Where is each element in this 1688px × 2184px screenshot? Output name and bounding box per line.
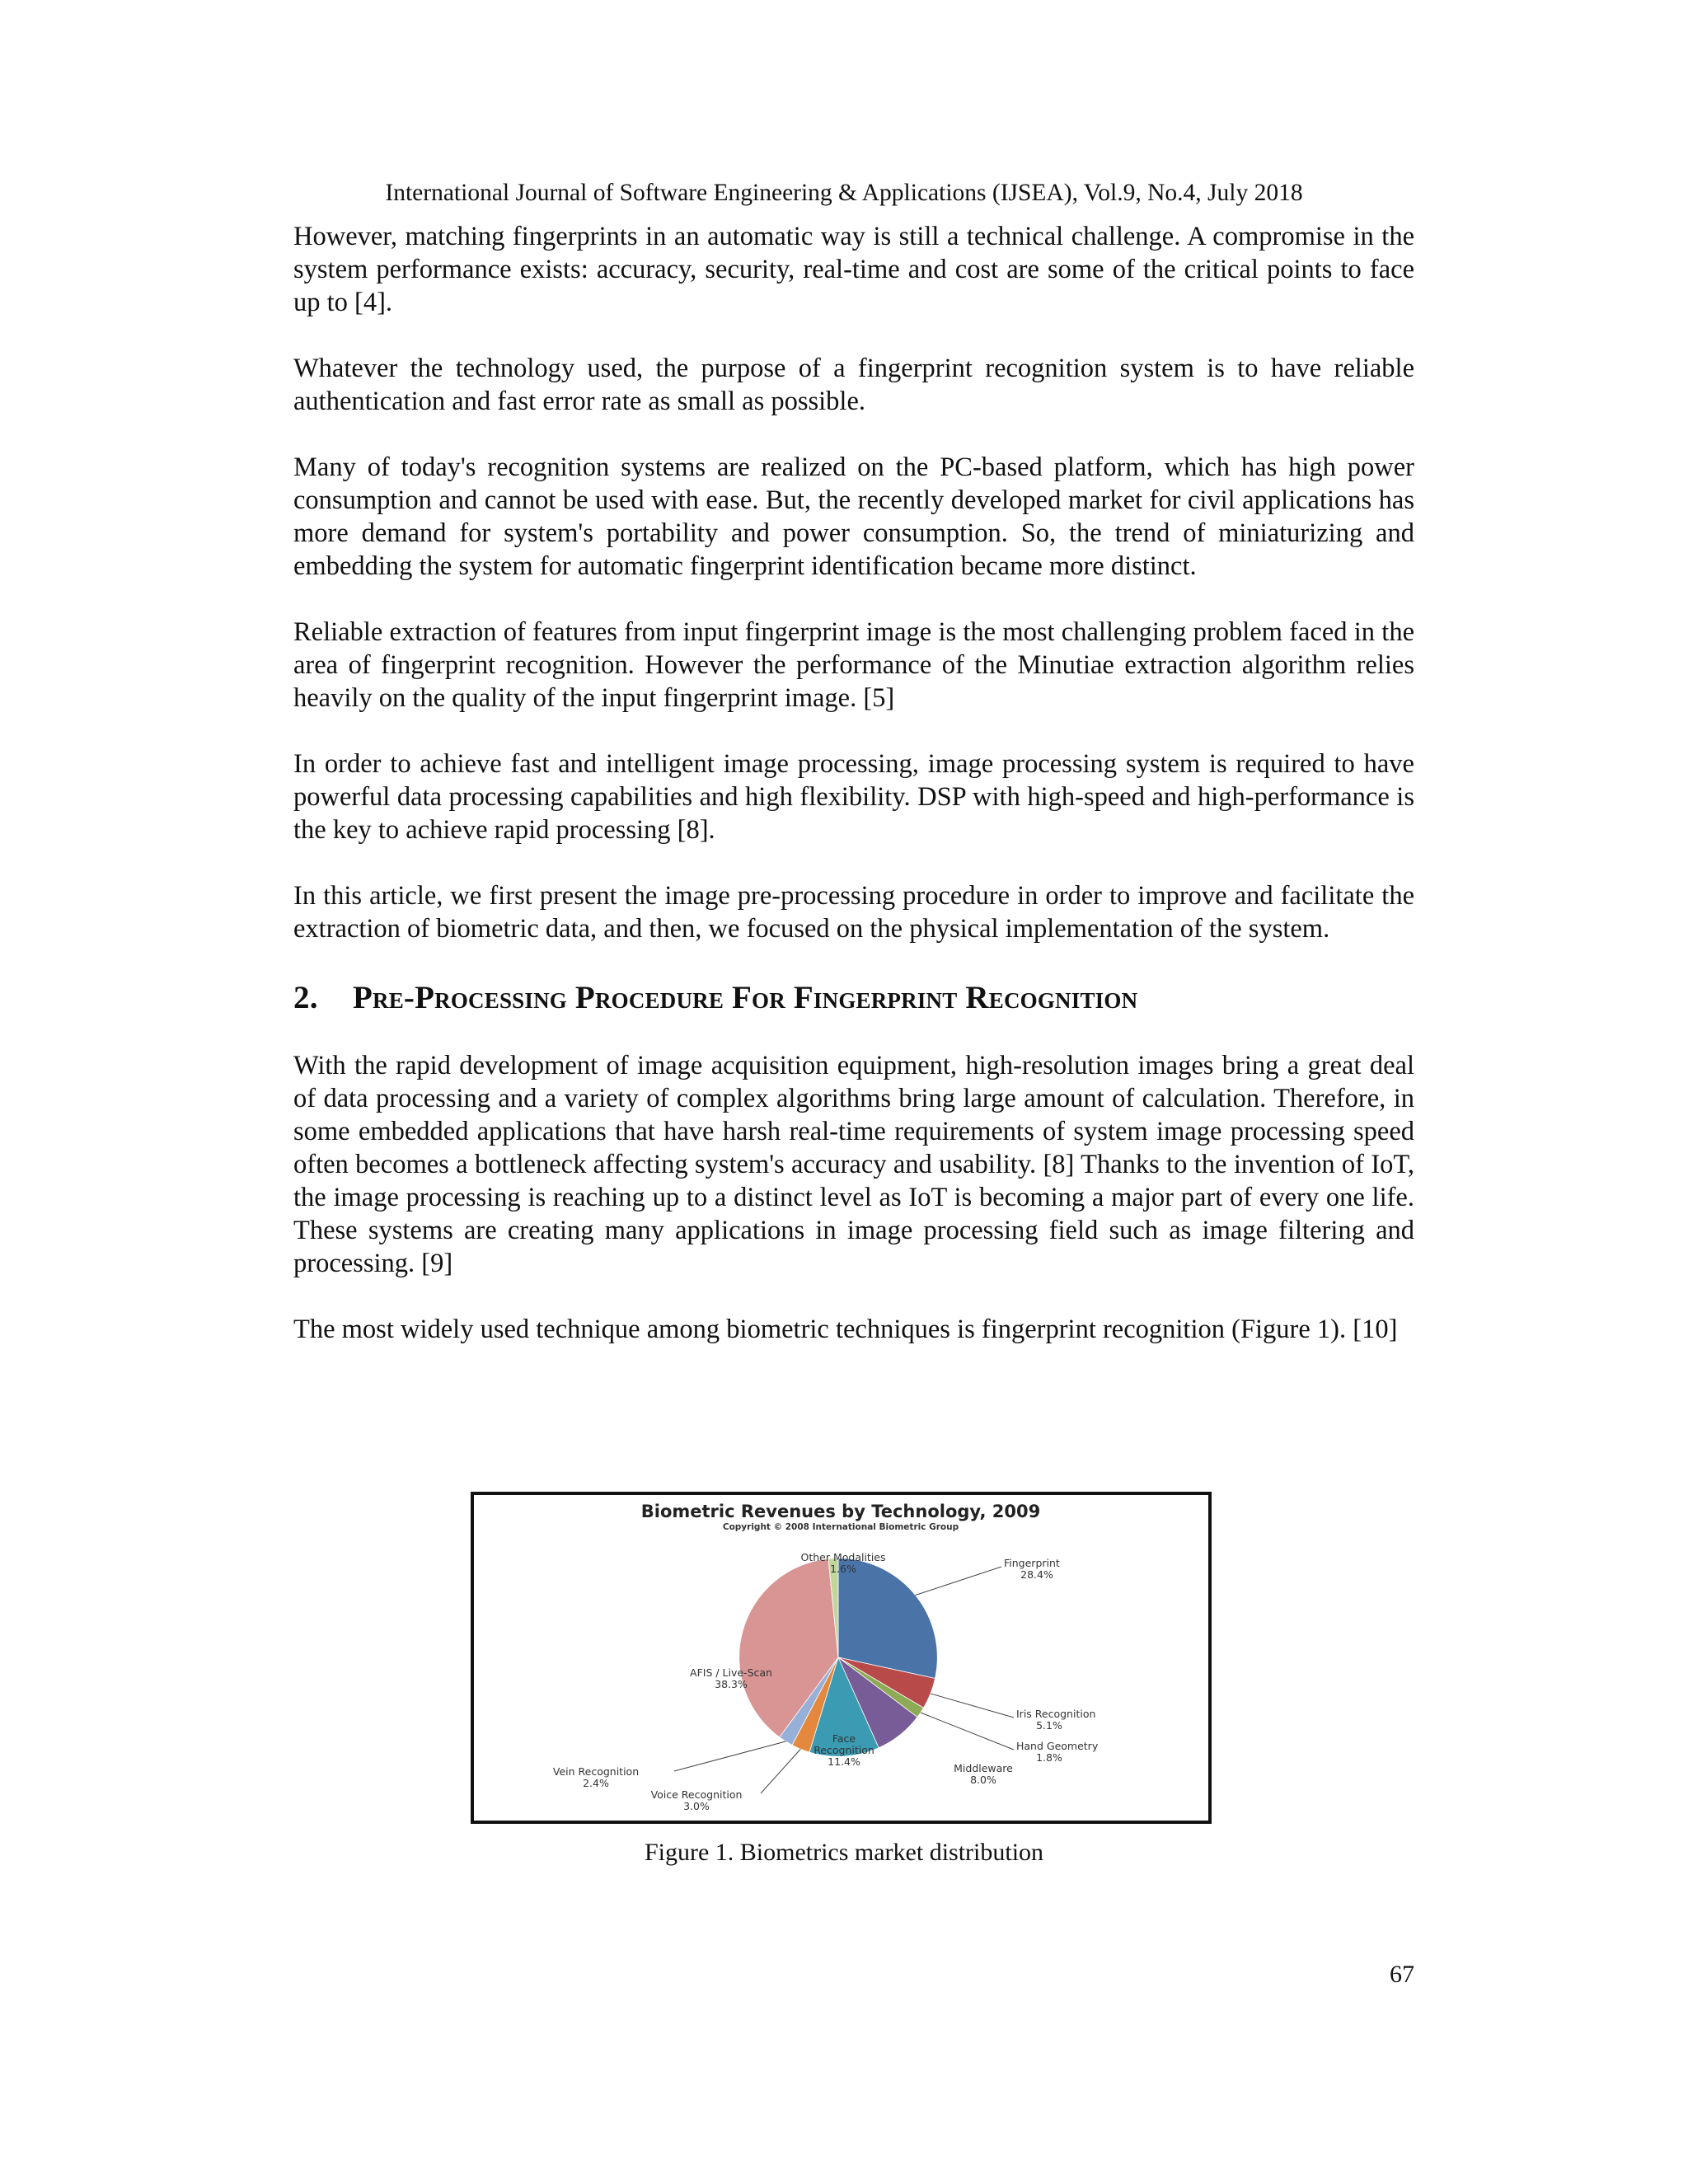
paragraph: Reliable extraction of features from input fingerprint image is the most challenging problem faced in the area of fingerprint recognition. However the performance of the Minutiae extraction algorithm relies heavily on the quality of the input fingerprint image. [5] [293,617,1414,713]
leader-line-hand-geometry [921,1713,1014,1750]
paragraph: In this article, we first present the image pre-processing procedure in order to improve and facilitate the extraction of biometric data, and then, we focused on the physical implementation of the system. [293,881,1414,944]
pie-value-other-modalities: 1.6% [830,1563,856,1575]
pie-chart [474,1495,1208,1821]
pie-slices [739,1558,938,1757]
article-body [293,220,1414,1379]
pie-value-face-recognition: 11.4% [828,1755,860,1768]
leader-line-fingerprint [916,1567,1001,1596]
pie-label-iris-recognition: Iris Recognition [1016,1708,1096,1720]
pie-label-face-recognition-line-1: Face [832,1732,856,1745]
paragraph: In order to achieve fast and intelligent image processing, image processing system is required to have powerful data processing capabilities and high flexibility. DSP with high-speed and high-performance is the key to achieve rapid processing [8]. [293,749,1414,845]
pie-value-hand-geometry: 1.8% [1036,1751,1062,1764]
chart-title: Biometric Revenues by Technology, 2009 [640,1502,1041,1521]
pie-label-voice-recognition: Voice Recognition [650,1788,743,1801]
pie-label-fingerprint: Fingerprint [1004,1557,1060,1569]
pie-value-voice-recognition: 3.0% [683,1800,710,1812]
figure-pie-chart [471,1492,1212,1824]
pie-label-other-modalities: Other Modalities [800,1551,886,1563]
pie-value-middleware: 8.0% [970,1774,996,1786]
figure-caption: Figure 1. Biometrics market distribution [644,1839,1044,1866]
pie-value-vein-recognition: 2.4% [583,1777,609,1789]
section-heading [293,978,1414,1018]
paragraph: The most widely used technique among biometric techniques is fingerprint recognition (Figure 1). [10] [293,1315,1398,1344]
leader-line-voice-recognition [761,1749,800,1793]
pie-label-hand-geometry: Hand Geometry [1016,1740,1099,1752]
section-title: Pre-Processing Procedure For Fingerprint Recognition [353,980,1138,1015]
paragraph: With the rapid development of image acquisition equipment, high-resolution images bring a great deal of data processing and a variety of complex algorithms bring large amount of calculation. Therefore, in some embedded applications that have harsh real-time requirements of system image processing speed often becomes a bottleneck affecting system's accuracy and usability. [8] Thanks to the invention of IoT, the image processing is reaching up to a distinct level as IoT is becoming a major part of every one life. These systems are creating many applications in image processing field such as image filtering and processing. [9] [293,1051,1414,1278]
pie-value-iris-recognition: 5.1% [1036,1719,1062,1732]
section-number: 2. [293,980,318,1015]
pie-label-afis-live-scan: AFIS / Live-Scan [690,1666,772,1679]
leader-line-iris-recognition [931,1694,1014,1718]
pie-value-fingerprint: 28.4% [1020,1568,1053,1581]
pie-label-middleware: Middleware [954,1762,1013,1774]
paragraph: However, matching fingerprints in an automatic way is still a technical challenge. A compromise in the system performance exists: accuracy, security, real-time and cost are some of the critical points to face up to [4]. [293,222,1414,317]
pie-label-vein-recognition: Vein Recognition [552,1765,640,1778]
paragraph: Many of today's recognition systems are realized on the PC-based platform, which has high power consumption and cannot be used with ease. But, the recently developed market for civil applications has more demand for system's portability and power consumption. So, the trend of miniaturizing and embedding the system for automatic fingerprint identification became more distinct. [293,452,1414,581]
chart-subtitle: Copyright © 2008 International Biometric Group [722,1522,959,1532]
pie-value-afis-live-scan: 38.3% [715,1678,748,1690]
leader-line-vein-recognition [674,1741,785,1771]
pie-label-face-recognition-line-2: Recognition [814,1744,874,1756]
page-number: 67 [1390,1961,1414,1988]
running-header: International Journal of Software Engineering & Applications (IJSEA), Vol.9, No.4, July 2018 [385,180,1303,206]
paragraph: Whatever the technology used, the purpose of a fingerprint recognition system is to have reliable authentication and fast error rate as small as possible. [293,354,1414,416]
